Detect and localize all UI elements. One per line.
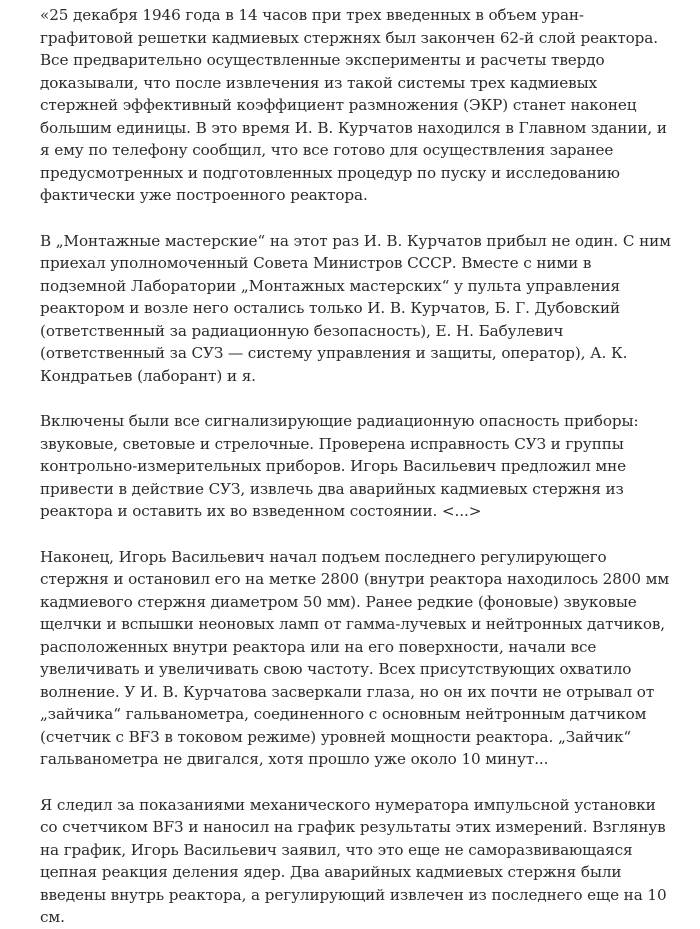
paragraph-control-rod-lift: Наконец, Игорь Васильевич начал подъем последнего регулирующего стержня и остановил его на метке 2800 (внутри реактора находилось 2800 мм кадмиевого стержня диаметром 50 мм). Ранее редкие (фоновые) звуковые щелчки и вспышки неоновых ламп от гамма-лучевых и нейтронных датчиков, расположенных внутри реактора или на его поверхности, начали все увеличивать и увеличивать свою частоту. Всех присутствующих охватило волнение. У И. В. Курчатова засверкали глаза, но он их почти не отрывал от „зайчика“ гальванометра, соединенного с основным нейтронным датчиком (счетчик с BF3 в токовом режиме) уровней мощности реактора. „Зайчик“ гальванометра не двигался, хотя прошло уже около 10 минут...: [40, 547, 670, 768]
paragraph-launch-preparation: «25 декабря 1946 года в 14 часов при трех введенных в объем уран-графитовой решетки кадмиевых стержнях был закончен 62-й слой реактора. Все предварительно осуществленные эксперименты и расчеты твердо доказывали, что после извлечения из такой системы трех кадмиевых стержней эффективный коэффициент размножения (ЭКР) станет наконец большим единицы. В это время И. В. Курчатов находился в Главном здании, и я ему по телефону сообщил, что все готово для осуществления заранее предусмотренных и подготовленных процедур по пуску и исследованию фактически уже построенного реактора.: [40, 6, 667, 204]
paragraph-instruments-check: Включены были все сигнализирующие радиационную опасность приборы: звуковые, световые и стрелочные. Проверена исправность СУЗ и группы контрольно-измерительных приборов. Игорь Васильевич предложил мне привести в действие СУЗ, извлечь два аварийных кадмиевых стержня из реактора и оставить их во взведенном состоянии. <...>: [40, 412, 639, 520]
paragraph-kurchatov-arrival: В „Монтажные мастерские“ на этот раз И. В. Курчатов прибыл не один. С ним приехал уполномоченный Совета Министров СССР. Вместе с ними в подземной Лаборатории „Монтажных мастерских“ у пульта управления реактором и возле него остались только И. В. Курчатов, Б. Г. Дубовский (ответственный за радиационную безопасность), Е. Н. Бабулевич (ответственный за СУЗ — систему управления и защиты, оператор), А. К. Кондратьев (лаборант) и я.: [40, 231, 671, 385]
paragraph-measurements-graph: Я следил за показаниями механического нумератора импульсной установки со счетчиком BF3 и наносил на график результаты этих измерений. Взглянув на график, Игорь Васильевич заявил, что это еще не саморазвивающаяся цепная реакция деления ядер. Два аварийных кадмиевых стержня были введены внутрь реактора, а регулирующий извлечен из последнего еще на 10 см.: [40, 795, 667, 926]
